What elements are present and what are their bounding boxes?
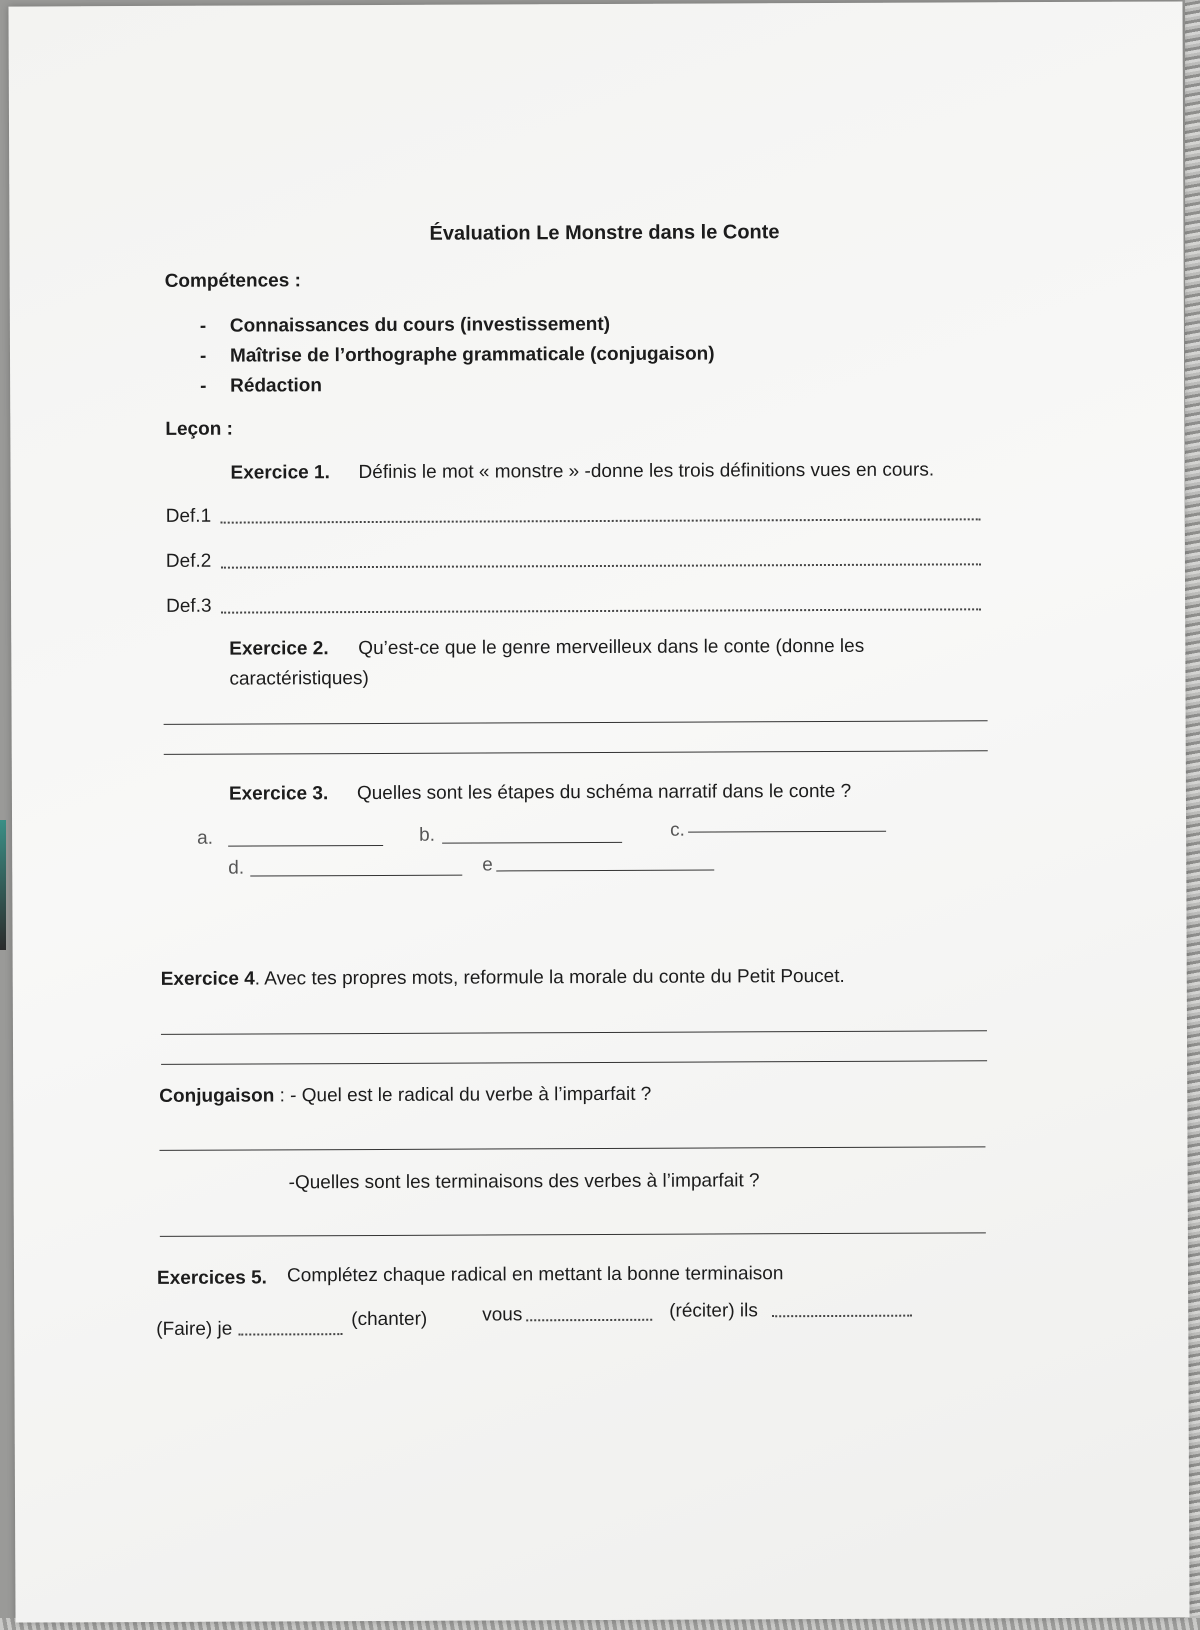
exercise-4-question: . Avec tes propres mots, reformule la morale du conte du Petit Poucet. xyxy=(254,965,845,990)
worksheet-page xyxy=(8,1,1189,1622)
conjugaison-answer-line-1[interactable] xyxy=(159,1146,985,1151)
vous-prompt: vous xyxy=(482,1304,523,1326)
competence-dash-3: - xyxy=(200,375,207,397)
step-c-answer-line[interactable] xyxy=(688,831,886,833)
step-e-answer-line[interactable] xyxy=(496,869,714,871)
faire-prompt: (Faire) je xyxy=(156,1318,233,1340)
exercise-3-question: Quelles sont les étapes du schéma narratif dans le conte ? xyxy=(356,780,852,805)
exercise-1-label: Exercice 1. xyxy=(230,462,330,484)
step-a-label: a. xyxy=(197,827,214,849)
reciter-prompt: (réciter) ils xyxy=(669,1300,758,1322)
step-d-label: d. xyxy=(228,857,245,879)
exercise-2-question-line-2: caractéristiques) xyxy=(229,668,369,690)
background-strip xyxy=(0,820,6,950)
conjugaison-question-1: : - Quel est le radical du verbe à l’imparfait ? xyxy=(274,1083,652,1107)
exercise-4-answer-line-1[interactable] xyxy=(161,1030,987,1035)
exercise-3-label: Exercice 3. xyxy=(228,783,329,805)
exercise-2-question-line-1: Qu’est-ce que le genre merveilleux dans le conte (donne les xyxy=(358,635,865,660)
def-2-label: Def.2 xyxy=(165,550,212,572)
conjugaison-question-2: -Quelles sont les terminaisons des verbes à l’imparfait ? xyxy=(288,1170,760,1194)
exercise-4-label: Exercice 4 xyxy=(160,968,255,990)
competence-dash-1: - xyxy=(199,315,207,337)
step-a-answer-line[interactable] xyxy=(228,845,383,847)
step-c-label: c. xyxy=(670,819,685,841)
chanter-answer-line[interactable] xyxy=(526,1319,652,1322)
conjugaison-heading xyxy=(159,1084,651,1108)
exercise-4-answer-line-2[interactable] xyxy=(161,1060,987,1065)
exercise-5-question: Complétez chaque radical en mettant la bonne terminaison xyxy=(286,1263,784,1287)
exercise-5-label: Exercices 5. xyxy=(156,1267,267,1289)
competence-dash-2: - xyxy=(199,345,207,367)
def-2-answer-line[interactable] xyxy=(221,563,981,568)
step-d-answer-line[interactable] xyxy=(250,875,462,877)
reciter-answer-line[interactable] xyxy=(772,1315,912,1318)
exercise-2-answer-line-2[interactable] xyxy=(164,750,988,755)
def-3-label: Def.3 xyxy=(166,595,212,617)
competence-item-3: Rédaction xyxy=(230,375,323,397)
def-3-answer-line[interactable] xyxy=(221,608,981,613)
page-title: Évaluation Le Monstre dans le Conte xyxy=(429,221,780,245)
conjugaison-answer-line-2[interactable] xyxy=(160,1232,986,1237)
faire-answer-line[interactable] xyxy=(238,1333,342,1335)
competences-label: Compétences : xyxy=(164,270,301,292)
exercise-4-heading xyxy=(161,966,845,991)
step-e-label: e xyxy=(482,854,493,876)
conjugaison-label: Conjugaison xyxy=(159,1085,275,1107)
competence-item-1: Connaissances du cours (investissement) xyxy=(229,313,611,337)
exercise-1-question: Définis le mot « monstre » -donne les trois définitions vues en cours. xyxy=(358,459,935,484)
exercise-2-answer-line-1[interactable] xyxy=(164,720,988,725)
def-1-label: Def.1 xyxy=(165,505,212,527)
lecon-label: Leçon : xyxy=(165,418,233,440)
exercise-2-label: Exercice 2. xyxy=(229,638,329,660)
step-b-answer-line[interactable] xyxy=(442,842,622,844)
def-1-answer-line[interactable] xyxy=(221,518,981,523)
chanter-prompt: (chanter) xyxy=(351,1308,428,1331)
step-b-label: b. xyxy=(419,824,436,846)
competence-item-2: Maîtrise de l’orthographe grammaticale (conjugaison) xyxy=(229,343,715,367)
